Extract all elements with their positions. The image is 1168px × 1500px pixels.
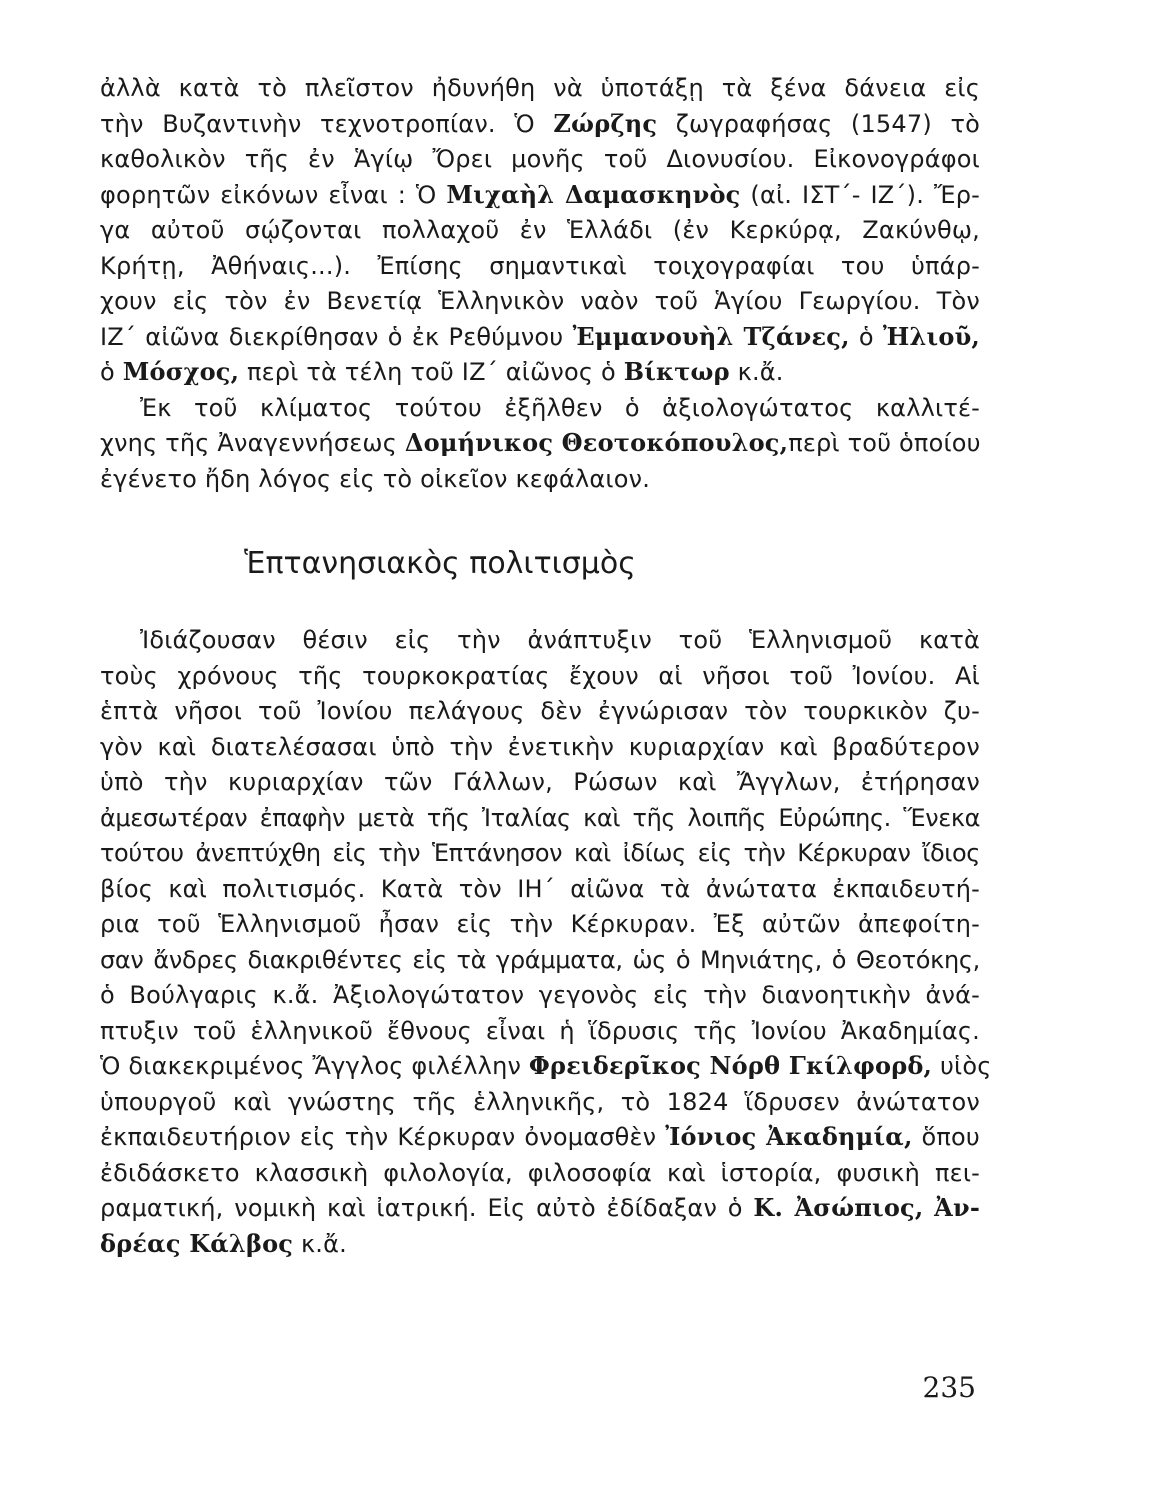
section-heading-text: Ἑπτανησιακὸς πολιτισμὸς bbox=[244, 546, 636, 581]
text-run: κ.ἄ. bbox=[729, 358, 784, 386]
text-line bbox=[100, 764, 980, 800]
text-line bbox=[100, 1048, 992, 1084]
text-run: ζωγραφήσας (1547) τὸ bbox=[657, 109, 980, 138]
text-line bbox=[100, 942, 980, 978]
text-run: ἐδιδάσκετο κλασσικὴ φιλολογία, φιλοσοφία καὶ ἱστορία, φυσικὴ πει- bbox=[100, 1158, 980, 1187]
text-run: Ἐκ τοῦ κλίματος τούτου ἐξῆλθεν ὁ ἀξιολογώτατος καλλιτέ- bbox=[140, 393, 980, 422]
bold-name: δρέας Κάλβος bbox=[100, 1228, 294, 1258]
text-run: ραματική, νομικὴ καὶ ἰατρική. Εἰς αὐτὸ ἐδίδαξαν ὁ bbox=[100, 1194, 754, 1222]
text-run: κ.ἄ. bbox=[293, 1229, 347, 1258]
text-line bbox=[100, 106, 980, 142]
bold-name: Ἰόνιος Ἀκαδημία, bbox=[665, 1122, 913, 1151]
text-run: χνης τῆς Ἀναγεννήσεως bbox=[100, 429, 405, 457]
page-number: 235 bbox=[922, 1371, 976, 1404]
text-run: γὸν καὶ διατελέσασαι ὑπὸ τὴν ἐνετικὴν κυριαρχίαν καὶ βραδύτερον bbox=[100, 732, 980, 761]
text-line bbox=[100, 977, 980, 1013]
text-line bbox=[100, 835, 980, 871]
text-run: φορητῶν εἰκόνων εἶναι : Ὁ bbox=[100, 180, 447, 209]
text-line bbox=[100, 319, 980, 355]
text-line bbox=[100, 177, 980, 213]
text-run: τὴν Βυζαντινὴν τεχνοτροπίαν. Ὁ bbox=[100, 109, 554, 138]
bold-name: Μόσχος, bbox=[122, 357, 240, 386]
text-line bbox=[100, 248, 980, 284]
text-line bbox=[100, 1226, 980, 1262]
bold-name: Ἠλιοῦ, bbox=[882, 321, 980, 351]
text-line bbox=[100, 693, 980, 729]
text-run: βίος καὶ πολιτισμός. Κατὰ τὸν ΙΗ΄ αἰῶνα τὰ ἀνώτατα ἐκπαιδευτή- bbox=[100, 874, 980, 903]
text-run: ἐγένετο ἤδη λόγος εἰς τὸ οἰκεῖον κεφάλαιον. bbox=[100, 464, 651, 493]
text-run: Κρήτῃ, Ἀθήναις...). Ἐπίσης σημαντικαὶ τοιχογραφίαι του ὑπάρ- bbox=[100, 251, 980, 280]
text-line bbox=[100, 729, 980, 765]
bold-name: Μιχαὴλ Δαμασκηνὸς bbox=[446, 179, 741, 209]
text-run: ὅπου bbox=[912, 1123, 980, 1151]
text-run: ρια τοῦ Ἑλληνισμοῦ ἦσαν εἰς τὴν Κέρκυραν. Ἐξ αὐτῶν ἀπεφοίτη- bbox=[100, 910, 980, 938]
text-line bbox=[100, 1190, 980, 1226]
text-line bbox=[100, 658, 980, 694]
text-line bbox=[100, 1155, 980, 1191]
text-line bbox=[100, 461, 980, 497]
text-run: περὶ τοῦ ὁποίου bbox=[788, 429, 981, 457]
text-run: υἱὸς bbox=[932, 1052, 992, 1080]
text-line bbox=[100, 1119, 980, 1155]
text-run: ὁ bbox=[100, 358, 123, 386]
text-line bbox=[100, 70, 980, 106]
bold-name: Κ. Ἀσώπιος, bbox=[753, 1193, 924, 1222]
text-run: ἀλλὰ κατὰ τὸ πλεῖστον ἠδυνήθη νὰ ὑποτάξῃ τὰ ξένα δάνεια εἰς bbox=[100, 74, 980, 102]
text-run: ἐκπαιδευτήριον εἰς τὴν Κέρκυραν ὀνομασθὲν bbox=[100, 1123, 666, 1151]
bold-name: Ζώρζης bbox=[553, 108, 658, 138]
text-line bbox=[100, 1084, 980, 1120]
text-line bbox=[100, 871, 980, 907]
text-line bbox=[100, 800, 980, 836]
text-run: (αἰ. ΙΣΤ΄- ΙΖ΄). Ἔρ- bbox=[740, 180, 980, 209]
text-run: περὶ τὰ τέλη τοῦ ΙΖ΄ αἰῶνος ὁ bbox=[239, 358, 624, 386]
text-line bbox=[100, 141, 980, 177]
bold-name: Δομήνικος Θεοτοκόπουλος, bbox=[404, 428, 789, 457]
text-run: γα αὐτοῦ σῴζονται πολλαχοῦ ἐν Ἑλλάδι (ἐν Κερκύρᾳ, Ζακύνθῳ, bbox=[100, 216, 980, 244]
text-line bbox=[100, 283, 980, 319]
text-run: ἑπτὰ νῆσοι τοῦ Ἰονίου πελάγους δὲν ἐγνώρισαν τὸν τουρκικὸν ζυ- bbox=[100, 697, 980, 725]
text-run: ὑπουργοῦ καὶ γνώστης τῆς ἑλληνικῆς, τὸ 1824 ἵδρυσεν ἀνώτατον bbox=[100, 1087, 980, 1116]
text-run: ΙΖ΄ αἰῶνα διεκρίθησαν ὁ ἐκ Ρεθύμνου bbox=[100, 322, 573, 351]
text-run: ὁ bbox=[849, 322, 883, 351]
text-run: ἀμεσωτέραν ἐπαφὴν μετὰ τῆς Ἰταλίας καὶ τῆς λοιπῆς Εὐρώπης. Ἕνεκα bbox=[100, 803, 980, 832]
text-run: τούτου ἀνεπτύχθη εἰς τὴν Ἑπτάνησον καὶ ἰδίως εἰς τὴν Κέρκυραν ἴδιος bbox=[100, 839, 980, 867]
bold-name: Ἀν- bbox=[934, 1193, 980, 1222]
text-line bbox=[100, 1013, 980, 1049]
text-line bbox=[100, 212, 980, 248]
text-run: πτυξιν τοῦ ἑλληνικοῦ ἔθνους εἶναι ἡ ἵδρυσις τῆς Ἰονίου Ἀκαδημίας. bbox=[100, 1016, 980, 1045]
text-run: σαν ἄνδρες διακριθέντες εἰς τὰ γράμματα, ὡς ὁ Μηνιάτης, ὁ Θεοτόκης, bbox=[100, 945, 980, 974]
text-run: ὑπὸ τὴν κυριαρχίαν τῶν Γάλλων, Ρώσων καὶ Ἄγγλων, ἐτήρησαν bbox=[100, 768, 980, 796]
bold-name: Ἐμμανουὴλ Τζάνες, bbox=[572, 321, 850, 351]
text-run: ὁ Βούλγαρις κ.ἄ. Ἀξιολογώτατον γεγονὸς εἰς τὴν διανοητικὴν ἀνά- bbox=[100, 981, 980, 1009]
text-line bbox=[100, 906, 980, 942]
text-run: Ἰδιάζουσαν θέσιν εἰς τὴν ἀνάπτυξιν τοῦ Ἑλληνισμοῦ κατὰ bbox=[140, 626, 980, 654]
text-line bbox=[100, 622, 980, 658]
text-run: χουν εἰς τὸν ἐν Βενετίᾳ Ἑλληνικὸν ναὸν τοῦ Ἁγίου Γεωργίου. Τὸν bbox=[100, 287, 980, 315]
text-run: Ὁ διακεκριμένος Ἄγγλος φιλέλλην bbox=[100, 1052, 529, 1080]
text-run: καθολικὸν τῆς ἐν Ἁγίῳ Ὄρει μονῆς τοῦ Διονυσίου. Εἰκονογράφοι bbox=[100, 145, 980, 173]
bold-name: Φρειδερῖκος Νόρθ Γκίλφορδ, bbox=[528, 1051, 933, 1080]
text-line bbox=[100, 390, 980, 426]
bold-name: Βίκτωρ bbox=[623, 357, 730, 386]
text-line bbox=[100, 425, 980, 461]
text-run: τοὺς χρόνους τῆς τουρκοκρατίας ἔχουν αἱ νῆσοι τοῦ Ἰονίου. Αἱ bbox=[100, 661, 980, 690]
text-line bbox=[100, 354, 980, 390]
text-run bbox=[923, 1194, 934, 1222]
section-heading bbox=[100, 542, 980, 586]
